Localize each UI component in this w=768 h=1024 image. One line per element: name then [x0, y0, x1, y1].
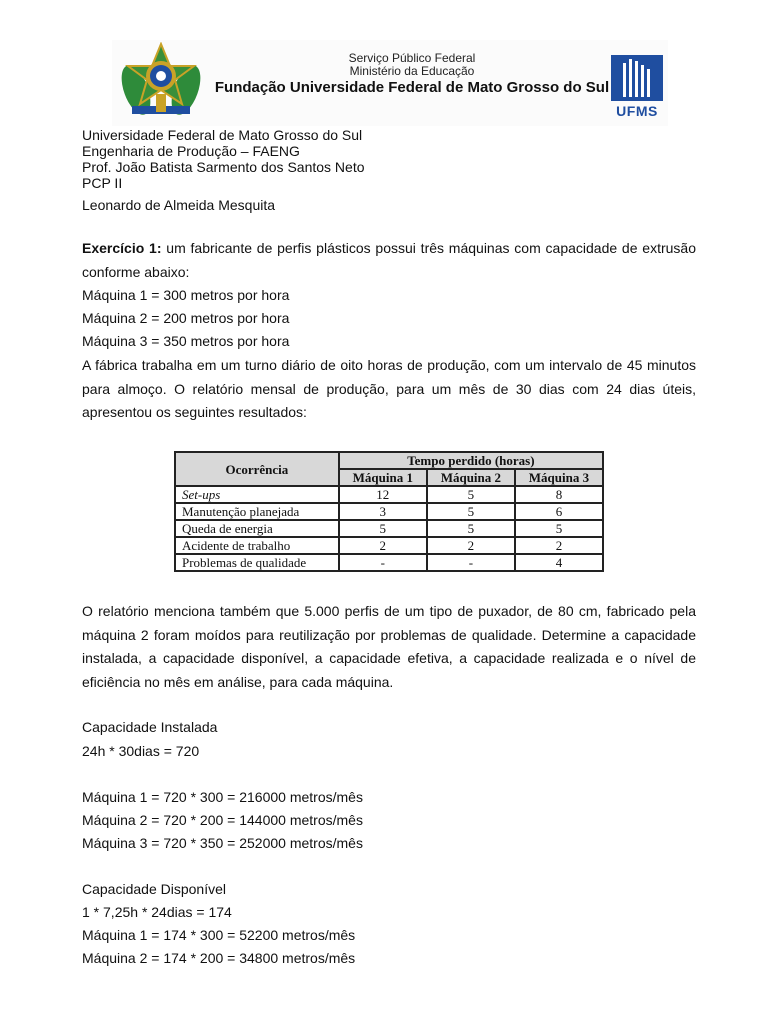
exercise-label: Exercício 1: [82, 240, 162, 256]
table-row [175, 503, 603, 520]
table-cell: 5 [515, 520, 603, 537]
table-cell: 8 [515, 486, 603, 503]
machine-capacity-2: Máquina 2 = 200 metros por hora [82, 310, 290, 326]
table-cell: 2 [427, 537, 515, 554]
occurrence-header: Ocorrência [175, 452, 339, 486]
table-cell: 3 [339, 503, 427, 520]
student-name: Leonardo de Almeida Mesquita [82, 197, 276, 213]
lost-time-table [174, 451, 604, 572]
installed-capacity-title: Capacidade Instalada [82, 719, 218, 735]
university-name: Universidade Federal de Mato Grosso do Sul [82, 127, 363, 143]
machine-capacity-3: Máquina 3 = 350 metros por hora [82, 333, 290, 349]
table-cell: 2 [515, 537, 603, 554]
available-result-2: Máquina 2 = 174 * 200 = 34800 metros/mês [82, 950, 356, 966]
report-paragraph: O relatório menciona também que 5.000 perfis de um tipo de puxador, de 80 cm, fabricado pela máquina 2 foram moídos para reutilização por problemas de qualidade. Determine a capacidade instalada, a capacidade disponível, a capacidade efetiva, a capacidade realizada e o nível de eficiência no mês em análise, para cada máquina. [82, 603, 696, 690]
ufms-logo-text: UFMS [616, 103, 658, 119]
exercise-intro [82, 237, 696, 284]
table-cell: 6 [515, 503, 603, 520]
table-row [175, 520, 603, 537]
installed-capacity-formula: 24h * 30dias = 720 [82, 743, 200, 759]
ufms-logo [609, 53, 665, 119]
table-row [175, 486, 603, 503]
row-label: Problemas de qualidade [175, 554, 339, 571]
header-line-2: Ministério da Educação [349, 64, 475, 78]
subject-name: PCP II [82, 175, 123, 191]
installed-result-1: Máquina 1 = 720 * 300 = 216000 metros/mês [82, 789, 363, 805]
available-result-1: Máquina 1 = 174 * 300 = 52200 metros/mês [82, 927, 356, 943]
table-cell: 12 [339, 486, 427, 503]
table-cell: 4 [515, 554, 603, 571]
row-label: Acidente de trabalho [175, 537, 339, 554]
table-row [175, 537, 603, 554]
table-cell: 5 [427, 520, 515, 537]
brazil-coat-of-arms-icon [118, 42, 204, 122]
available-capacity-title: Capacidade Disponível [82, 881, 226, 897]
institution-header [112, 40, 668, 126]
available-capacity-formula: 1 * 7,25h * 24dias = 174 [82, 904, 232, 920]
table-cell: 5 [427, 486, 515, 503]
row-label: Manutenção planejada [175, 503, 339, 520]
exercise-intro-text: um fabricante de perfis plásticos possui três máquinas com capacidade de extrusão conforme abaixo: [82, 240, 696, 280]
column-header: Máquina 1 [339, 469, 427, 486]
column-header: Máquina 2 [427, 469, 515, 486]
machine-capacity-1: Máquina 1 = 300 metros por hora [82, 287, 290, 303]
ufms-building-icon [609, 53, 665, 103]
course-name: Engenharia de Produção – FAENG [82, 143, 300, 159]
table-cell: 5 [427, 503, 515, 520]
professor-name: Prof. João Batista Sarmento dos Santos Neto [82, 159, 365, 175]
row-label: Set-ups [175, 486, 339, 503]
installed-result-2: Máquina 2 = 720 * 200 = 144000 metros/mês [82, 812, 363, 828]
table-row [175, 554, 603, 571]
header-line-3: Fundação Universidade Federal de Mato Grosso do Sul [214, 79, 610, 96]
table-cell: 5 [339, 520, 427, 537]
column-header: Máquina 3 [515, 469, 603, 486]
header-text [212, 52, 612, 97]
row-label: Queda de energia [175, 520, 339, 537]
header-line-1: Serviço Público Federal [348, 51, 476, 65]
table-cell: - [339, 554, 427, 571]
exercise-paragraph: A fábrica trabalha em um turno diário de oito horas de produção, com um intervalo de 45 minutos para almoço. O relatório mensal de produção, para um mês de 30 dias com 24 dias úteis, apresentou os seguintes resultados: [82, 357, 696, 420]
lost-time-header: Tempo perdido (horas) [339, 452, 603, 469]
table-cell: - [427, 554, 515, 571]
installed-result-3: Máquina 3 = 720 * 350 = 252000 metros/mês [82, 835, 363, 851]
table-cell: 2 [339, 537, 427, 554]
